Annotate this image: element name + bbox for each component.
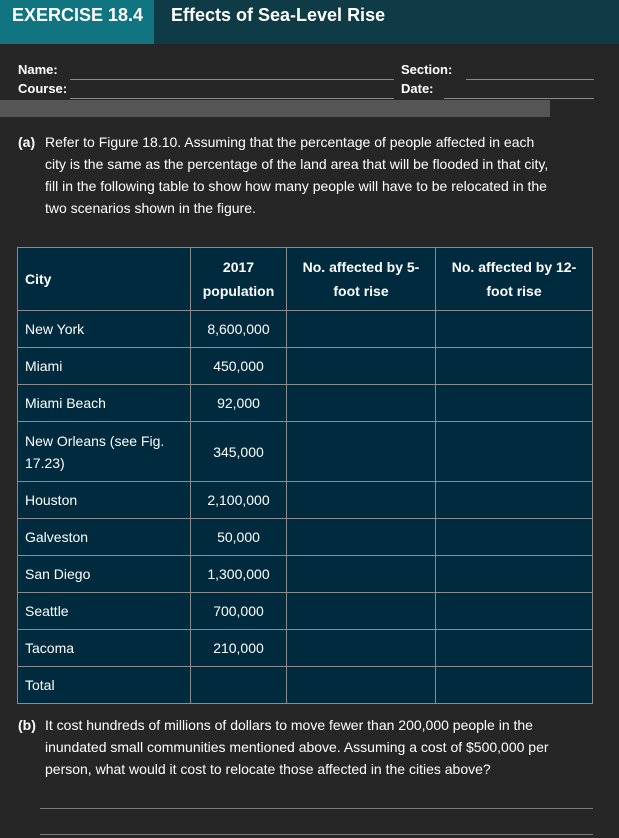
city-cell-line: New Orleans (see Fig.	[25, 432, 165, 449]
part-a-line: city is the same as the percentage of the land area that will be flooded in that city,	[45, 156, 549, 172]
header-five-foot-line: No. affected by 5-	[302, 259, 420, 275]
relocation-table	[17, 247, 593, 704]
total-population-cell[interactable]	[191, 667, 287, 704]
exercise-header	[0, 0, 619, 44]
twelve-foot-answer-cell[interactable]	[436, 385, 593, 422]
name-field[interactable]	[70, 79, 394, 80]
name-label: Name:	[18, 62, 58, 77]
part-b-label: (b)	[18, 717, 36, 733]
part-a-label-line	[18, 131, 35, 153]
five-foot-answer-cell[interactable]	[287, 348, 436, 385]
section-label: Section:	[401, 62, 453, 77]
header-five-foot	[287, 248, 436, 311]
twelve-foot-total-cell[interactable]	[436, 667, 593, 704]
population-cell: 2,100,000	[191, 482, 287, 519]
five-foot-answer-cell[interactable]	[287, 556, 436, 593]
twelve-foot-answer-cell[interactable]	[436, 630, 593, 667]
table-row	[18, 630, 593, 667]
header-five-foot-line: foot rise	[333, 283, 389, 299]
table-row	[18, 422, 593, 482]
header-twelve-foot-line: No. affected by 12-	[451, 259, 577, 275]
population-cell: 50,000	[191, 519, 287, 556]
header-population	[191, 248, 287, 311]
city-cell: Galveston	[18, 519, 191, 556]
city-cell: Seattle	[18, 593, 191, 630]
course-label: Course:	[18, 81, 68, 96]
table-row	[18, 385, 593, 422]
exercise-number: EXERCISE 18.4	[12, 5, 144, 25]
five-foot-answer-cell[interactable]	[287, 422, 436, 482]
city-cell	[18, 422, 191, 482]
table-row	[18, 556, 593, 593]
population-cell: 1,300,000	[191, 556, 287, 593]
header-population-line: population	[202, 283, 275, 299]
five-foot-answer-cell[interactable]	[287, 519, 436, 556]
twelve-foot-answer-cell[interactable]	[436, 422, 593, 482]
twelve-foot-answer-cell[interactable]	[436, 556, 593, 593]
total-label-cell: Total	[18, 667, 191, 704]
part-a-text	[45, 131, 605, 219]
twelve-foot-answer-cell[interactable]	[436, 482, 593, 519]
date-label: Date:	[401, 81, 434, 96]
table-row	[18, 482, 593, 519]
part-a-line: two scenarios shown in the figure.	[45, 200, 256, 216]
five-foot-total-cell[interactable]	[287, 667, 436, 704]
part-a-label: (a)	[18, 134, 36, 150]
part-b-label-line	[18, 714, 36, 736]
course-field[interactable]	[70, 98, 394, 99]
header-population-line: 2017	[222, 259, 255, 275]
date-field[interactable]	[444, 98, 594, 99]
table-row	[18, 311, 593, 348]
twelve-foot-answer-cell[interactable]	[436, 348, 593, 385]
population-cell: 700,000	[191, 593, 287, 630]
header-twelve-foot	[436, 248, 593, 311]
five-foot-answer-cell[interactable]	[287, 482, 436, 519]
population-cell: 345,000	[191, 422, 287, 482]
population-cell: 92,000	[191, 385, 287, 422]
part-b-answer-line[interactable]	[40, 834, 593, 835]
part-a-line: Refer to Figure 18.10. Assuming that the percentage of people affected in each	[45, 134, 535, 150]
city-cell: New York	[18, 311, 191, 348]
five-foot-answer-cell[interactable]	[287, 630, 436, 667]
table-total-row	[18, 667, 593, 704]
part-b-answer-line[interactable]	[40, 808, 593, 809]
part-b-line: It cost hundreds of millions of dollars to move fewer than 200,000 people in the	[45, 717, 533, 733]
part-b-text	[45, 714, 605, 780]
twelve-foot-answer-cell[interactable]	[436, 311, 593, 348]
five-foot-answer-cell[interactable]	[287, 593, 436, 630]
table-row	[18, 519, 593, 556]
header-twelve-foot-line: foot rise	[486, 283, 542, 299]
population-cell: 210,000	[191, 630, 287, 667]
population-cell: 8,600,000	[191, 311, 287, 348]
five-foot-answer-cell[interactable]	[287, 311, 436, 348]
population-cell: 450,000	[191, 348, 287, 385]
section-field[interactable]	[466, 79, 594, 80]
city-cell: San Diego	[18, 556, 191, 593]
city-cell-line: 17.23)	[25, 454, 65, 471]
city-cell: Houston	[18, 482, 191, 519]
city-cell: Miami	[18, 348, 191, 385]
twelve-foot-answer-cell[interactable]	[436, 593, 593, 630]
part-b-line: person, what would it cost to relocate those affected in the cities above?	[45, 761, 491, 777]
part-a-line: fill in the following table to show how many people will have to be relocated in the	[45, 178, 547, 194]
header-city: City	[18, 248, 191, 311]
part-b-line: inundated small communities mentioned above. Assuming a cost of $500,000 per	[45, 739, 549, 755]
table-row	[18, 593, 593, 630]
separator-bar	[0, 100, 550, 117]
five-foot-answer-cell[interactable]	[287, 385, 436, 422]
table-row	[18, 348, 593, 385]
exercise-title: Effects of Sea-Level Rise	[171, 5, 386, 25]
twelve-foot-answer-cell[interactable]	[436, 519, 593, 556]
table-header-row	[18, 248, 593, 311]
city-cell: Miami Beach	[18, 385, 191, 422]
exercise-number-tab	[0, 0, 154, 44]
city-cell: Tacoma	[18, 630, 191, 667]
